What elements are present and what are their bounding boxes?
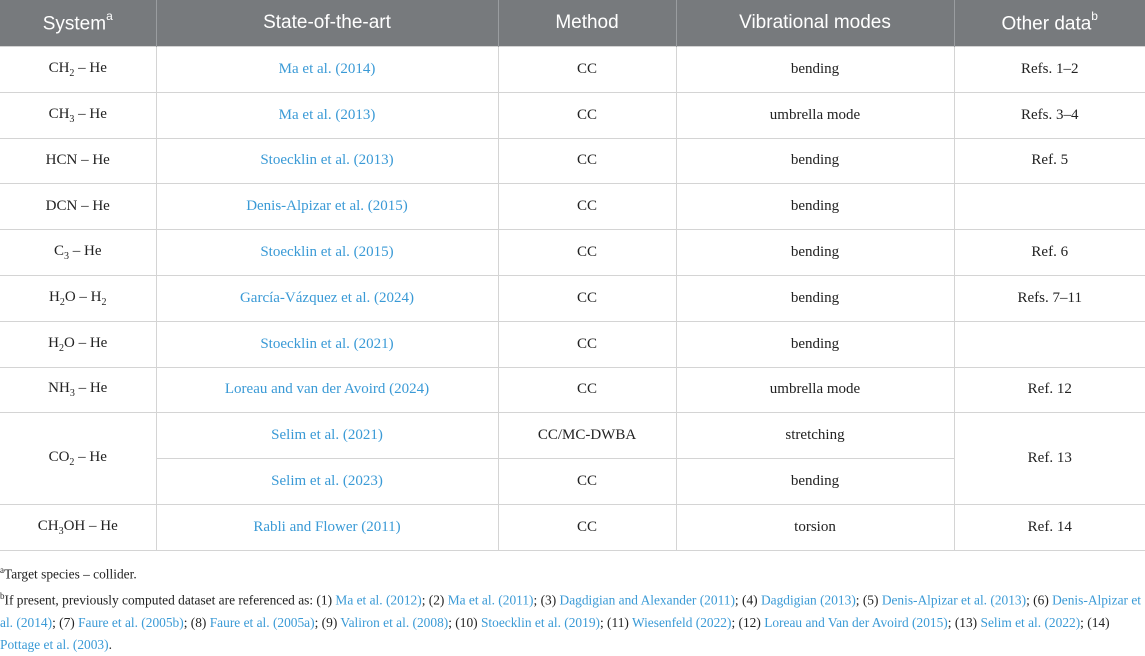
- footnote-b: $^b$If present, previously computed dataset are referenced as: (1) Ma et al. (2012); (2) Ma et al. (2011); (3) Dagdigian and Alexander (2011); (4) Dagdigian (2013); (5) Denis-Alpizar et al. (2013); (6) Denis-Alpizar et al. (2014); (7) Faure et al. (2005b); (8) Faure et al. (2005a); (9) Valiron et al. (2008); (10) Stoecklin et al. (2019); (11) Wiesenfeld (2022); (12) Loreau and Van der Avoird (2015); (13) Selim et al. (2022); (14) Pottage et al. (2003).: [0, 591, 1141, 652]
- footnote-separator: ; (3): [533, 592, 560, 608]
- table-row: [0, 413, 1145, 459]
- footnote-reference-link[interactable]: Selim et al. (2022): [980, 614, 1081, 630]
- other-data-cell: Ref. 14: [954, 504, 1145, 550]
- system-cell: DCN – He: [0, 184, 156, 230]
- mode-cell: bending: [676, 459, 954, 505]
- system-cell: $C_3$ – He: [0, 230, 156, 276]
- system-cell: $CH_2$ – He: [0, 47, 156, 93]
- system-cell: $CH_3OH$ – He: [0, 504, 156, 550]
- other-data-cell: Ref. 5: [954, 138, 1145, 184]
- header-row: [0, 0, 1145, 47]
- method-cell: CC: [498, 459, 676, 505]
- other-data-cell: Ref. 13: [954, 413, 1145, 505]
- system-cell: $CH_3$ – He: [0, 92, 156, 138]
- table-row: [0, 367, 1145, 413]
- footnote-reference-link[interactable]: Wiesenfeld (2022): [631, 614, 732, 630]
- system-cell: $H_2O - H_2$: [0, 275, 156, 321]
- reference-link[interactable]: Stoecklin et al. (2021): [156, 321, 498, 367]
- reference-link[interactable]: Stoecklin et al. (2013): [156, 138, 498, 184]
- mode-cell: umbrella mode: [676, 92, 954, 138]
- table-row: [0, 321, 1145, 367]
- footnote-separator: ; (8): [183, 614, 210, 630]
- mode-cell: bending: [676, 321, 954, 367]
- reference-link[interactable]: Ma et al. (2014): [156, 47, 498, 93]
- method-cell: CC: [498, 504, 676, 550]
- footnote-reference-link[interactable]: Denis-Alpizar et al. (2013): [881, 592, 1027, 608]
- mode-cell: bending: [676, 47, 954, 93]
- footnote-reference-link[interactable]: Ma et al. (2011): [447, 592, 534, 608]
- table-row: [0, 230, 1145, 276]
- reference-link[interactable]: Loreau and van der Avoird (2024): [156, 367, 498, 413]
- footnote-reference-link[interactable]: Stoecklin et al. (2019): [480, 614, 600, 630]
- method-cell: CC: [498, 275, 676, 321]
- other-data-cell: [954, 184, 1145, 230]
- table-row: [0, 138, 1145, 184]
- footnote-separator: ; (13): [947, 614, 981, 630]
- footnote-a: $^a$Target species – collider.: [0, 564, 137, 582]
- method-cell: CC: [498, 92, 676, 138]
- footnote-reference-link[interactable]: Valiron et al. (2008): [340, 614, 449, 630]
- footnote-separator: ; (10): [448, 614, 481, 630]
- footnote-separator: ; (5): [855, 592, 882, 608]
- reference-link[interactable]: Rabli and Flower (2011): [156, 504, 498, 550]
- mode-cell: bending: [676, 138, 954, 184]
- footnote-reference-link[interactable]: Dagdigian and Alexander (2011): [559, 592, 735, 608]
- other-data-cell: Refs. 7–11: [954, 275, 1145, 321]
- mode-cell: bending: [676, 184, 954, 230]
- method-cell: CC/MC-DWBA: [498, 413, 676, 459]
- table-row: [0, 275, 1145, 321]
- table-footnotes: [0, 551, 1145, 656]
- footnote-reference-link[interactable]: Ma et al. (2012): [335, 592, 422, 608]
- footnote-separator: ; (12): [731, 614, 765, 630]
- reference-link[interactable]: Ma et al. (2013): [156, 92, 498, 138]
- footnote-separator: ; (4): [734, 592, 761, 608]
- mode-cell: bending: [676, 230, 954, 276]
- footnote-separator: ; (14): [1080, 614, 1110, 630]
- system-cell: $CO_2$ – He: [0, 413, 156, 505]
- footnote-reference-link[interactable]: Loreau and Van der Avoird (2015): [764, 614, 948, 630]
- reference-link[interactable]: Selim et al. (2023): [156, 459, 498, 505]
- table-row: [0, 504, 1145, 550]
- method-cell: CC: [498, 138, 676, 184]
- footnote-separator: ; (2): [421, 592, 448, 608]
- footnote-separator: ; (9): [314, 614, 341, 630]
- footnote-reference-link[interactable]: Denis-Alpizar et al. (2014): [0, 592, 1141, 630]
- method-cell: CC: [498, 321, 676, 367]
- system-cell: $NH_3$ – He: [0, 367, 156, 413]
- reference-link[interactable]: Stoecklin et al. (2015): [156, 230, 498, 276]
- footnote-reference-link[interactable]: Dagdigian (2013): [760, 592, 856, 608]
- mode-cell: bending: [676, 275, 954, 321]
- reference-link[interactable]: Denis-Alpizar et al. (2015): [156, 184, 498, 230]
- method-cell: CC: [498, 230, 676, 276]
- table-row: [0, 184, 1145, 230]
- table-row: [0, 92, 1145, 138]
- footnote-reference-link[interactable]: Pottage et al. (2003): [0, 636, 109, 652]
- footnote-reference-link[interactable]: Faure et al. (2005a): [209, 614, 315, 630]
- other-data-cell: Refs. 1–2: [954, 47, 1145, 93]
- footnote-reference-link[interactable]: Faure et al. (2005b): [78, 614, 184, 630]
- mode-cell: umbrella mode: [676, 367, 954, 413]
- mode-cell: torsion: [676, 504, 954, 550]
- other-data-cell: Refs. 3–4: [954, 92, 1145, 138]
- other-data-cell: [954, 321, 1145, 367]
- header-system: System$^a$: [0, 0, 156, 47]
- system-cell: HCN – He: [0, 138, 156, 184]
- method-cell: CC: [498, 367, 676, 413]
- method-cell: CC: [498, 47, 676, 93]
- footnote-separator: .: [108, 636, 112, 652]
- header-vibrational-modes: Vibrational modes: [676, 0, 954, 47]
- other-data-cell: Ref. 12: [954, 367, 1145, 413]
- footnote-separator: ; (6): [1026, 592, 1053, 608]
- header-other-data: Other data$^b$: [954, 0, 1145, 47]
- system-cell: $H_2O$ – He: [0, 321, 156, 367]
- header-method: Method: [498, 0, 676, 47]
- reference-link[interactable]: García-Vázquez et al. (2024): [156, 275, 498, 321]
- header-state-of-the-art: State-of-the-art: [156, 0, 498, 47]
- reference-link[interactable]: Selim et al. (2021): [156, 413, 498, 459]
- method-cell: CC: [498, 184, 676, 230]
- mode-cell: stretching: [676, 413, 954, 459]
- footnote-separator: ; (7): [52, 614, 79, 630]
- other-data-cell: Ref. 6: [954, 230, 1145, 276]
- table-row: [0, 47, 1145, 93]
- footnote-separator: ; (11): [599, 614, 632, 630]
